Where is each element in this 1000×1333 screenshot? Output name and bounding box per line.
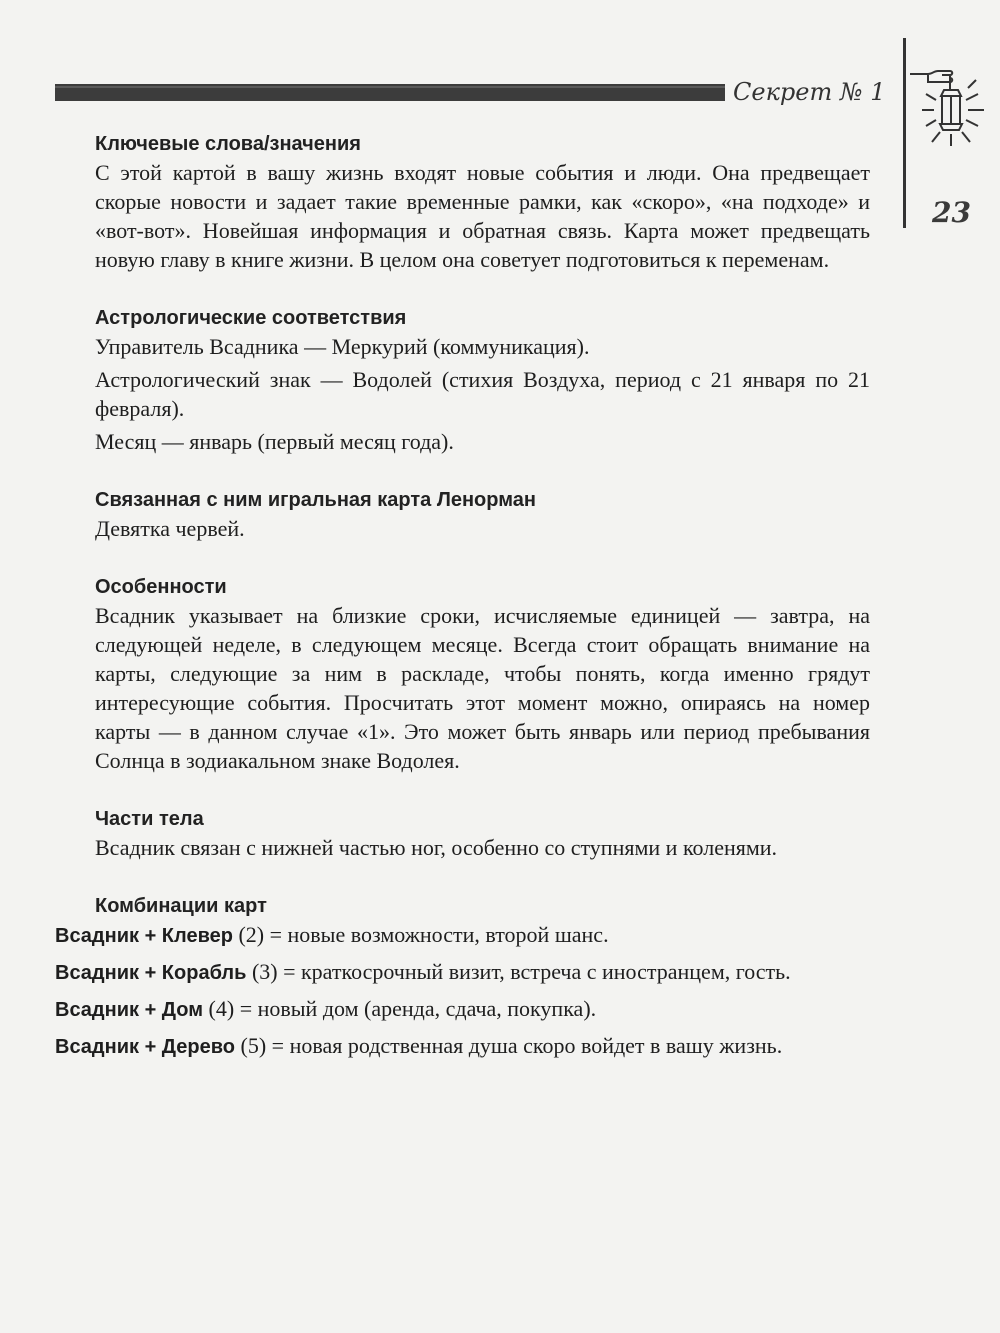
section-playing-card (55, 486, 870, 543)
section-heading: Ключевые слова/значения (95, 133, 361, 155)
paragraph: Месяц — январь (первый месяц года). (95, 429, 454, 454)
paragraph: Астрологический знак — Водолей (стихия Воздуха, период с 21 января по 21 февраля). (95, 367, 870, 421)
main-content (55, 130, 870, 1068)
section-astrology (55, 304, 870, 456)
paragraph: С этой картой в вашу жизнь входят новые события и люди. Она предвещает скорые новости и задает такие временные рамки, как «скоро», «на подходе» и «вот-вот». Новейшая информация и обратная связь. Карта может предвещать новую главу в книге жизни. В целом она советует подготовиться к переменам. (95, 160, 870, 272)
section-combinations (55, 892, 870, 1062)
section-heading: Связанная с ним игральная карта Ленорман (95, 489, 536, 511)
combination-cards: Всадник + Дерево (55, 1036, 236, 1058)
hand-holding-lantern-icon (908, 60, 1000, 170)
section-keywords (55, 130, 870, 274)
paragraph: Всадник связан с нижней частью ног, особенно со ступнями и коленями. (95, 835, 778, 860)
margin-rule (903, 38, 906, 228)
page-number: 23 (932, 196, 971, 229)
running-header: Секрет № 1 (733, 78, 886, 106)
combination-item (55, 957, 870, 988)
combination-item (55, 920, 870, 951)
combination-cards: Всадник + Клевер (55, 925, 233, 947)
header-bar (55, 84, 725, 101)
paragraph: Всадник указывает на близкие сроки, исчисляемые единицей — завтра, на следующей неделе, в следующем месяце. Всегда стоит обращать внимание на карты, следующие за ним в раскладе, чтобы понять, когда именно грядут интересующие события. Просчитать этот момент можно, опираясь на номер карты — в данном случае «1». Это может быть январь или период пребывания Солнца в зодиакальном знаке Водолея. (95, 603, 870, 773)
combination-meaning: (4) = новый дом (аренда, сдача, покупка). (203, 996, 597, 1021)
combination-cards: Всадник + Корабль (55, 962, 247, 984)
section-heading: Астрологические соответствия (95, 307, 407, 329)
combination-item (55, 1031, 870, 1062)
section-heading: Части тела (95, 808, 204, 830)
combination-meaning: (5) = новая родственная душа скоро войдет в вашу жизнь. (235, 1033, 783, 1058)
combination-meaning: (2) = новые возможности, второй шанс. (232, 922, 609, 947)
paragraph: Девятка червей. (95, 516, 245, 541)
combination-cards: Всадник + Дом (55, 999, 204, 1021)
combination-item (55, 994, 870, 1025)
section-features (55, 573, 870, 775)
section-heading: Комбинации карт (95, 895, 267, 917)
combination-meaning: (3) = краткосрочный визит, встреча с иностранцем, гость. (246, 959, 791, 984)
paragraph: Управитель Всадника — Меркурий (коммуникация). (95, 334, 590, 359)
section-body-parts (55, 805, 870, 862)
section-heading: Особенности (95, 576, 227, 598)
